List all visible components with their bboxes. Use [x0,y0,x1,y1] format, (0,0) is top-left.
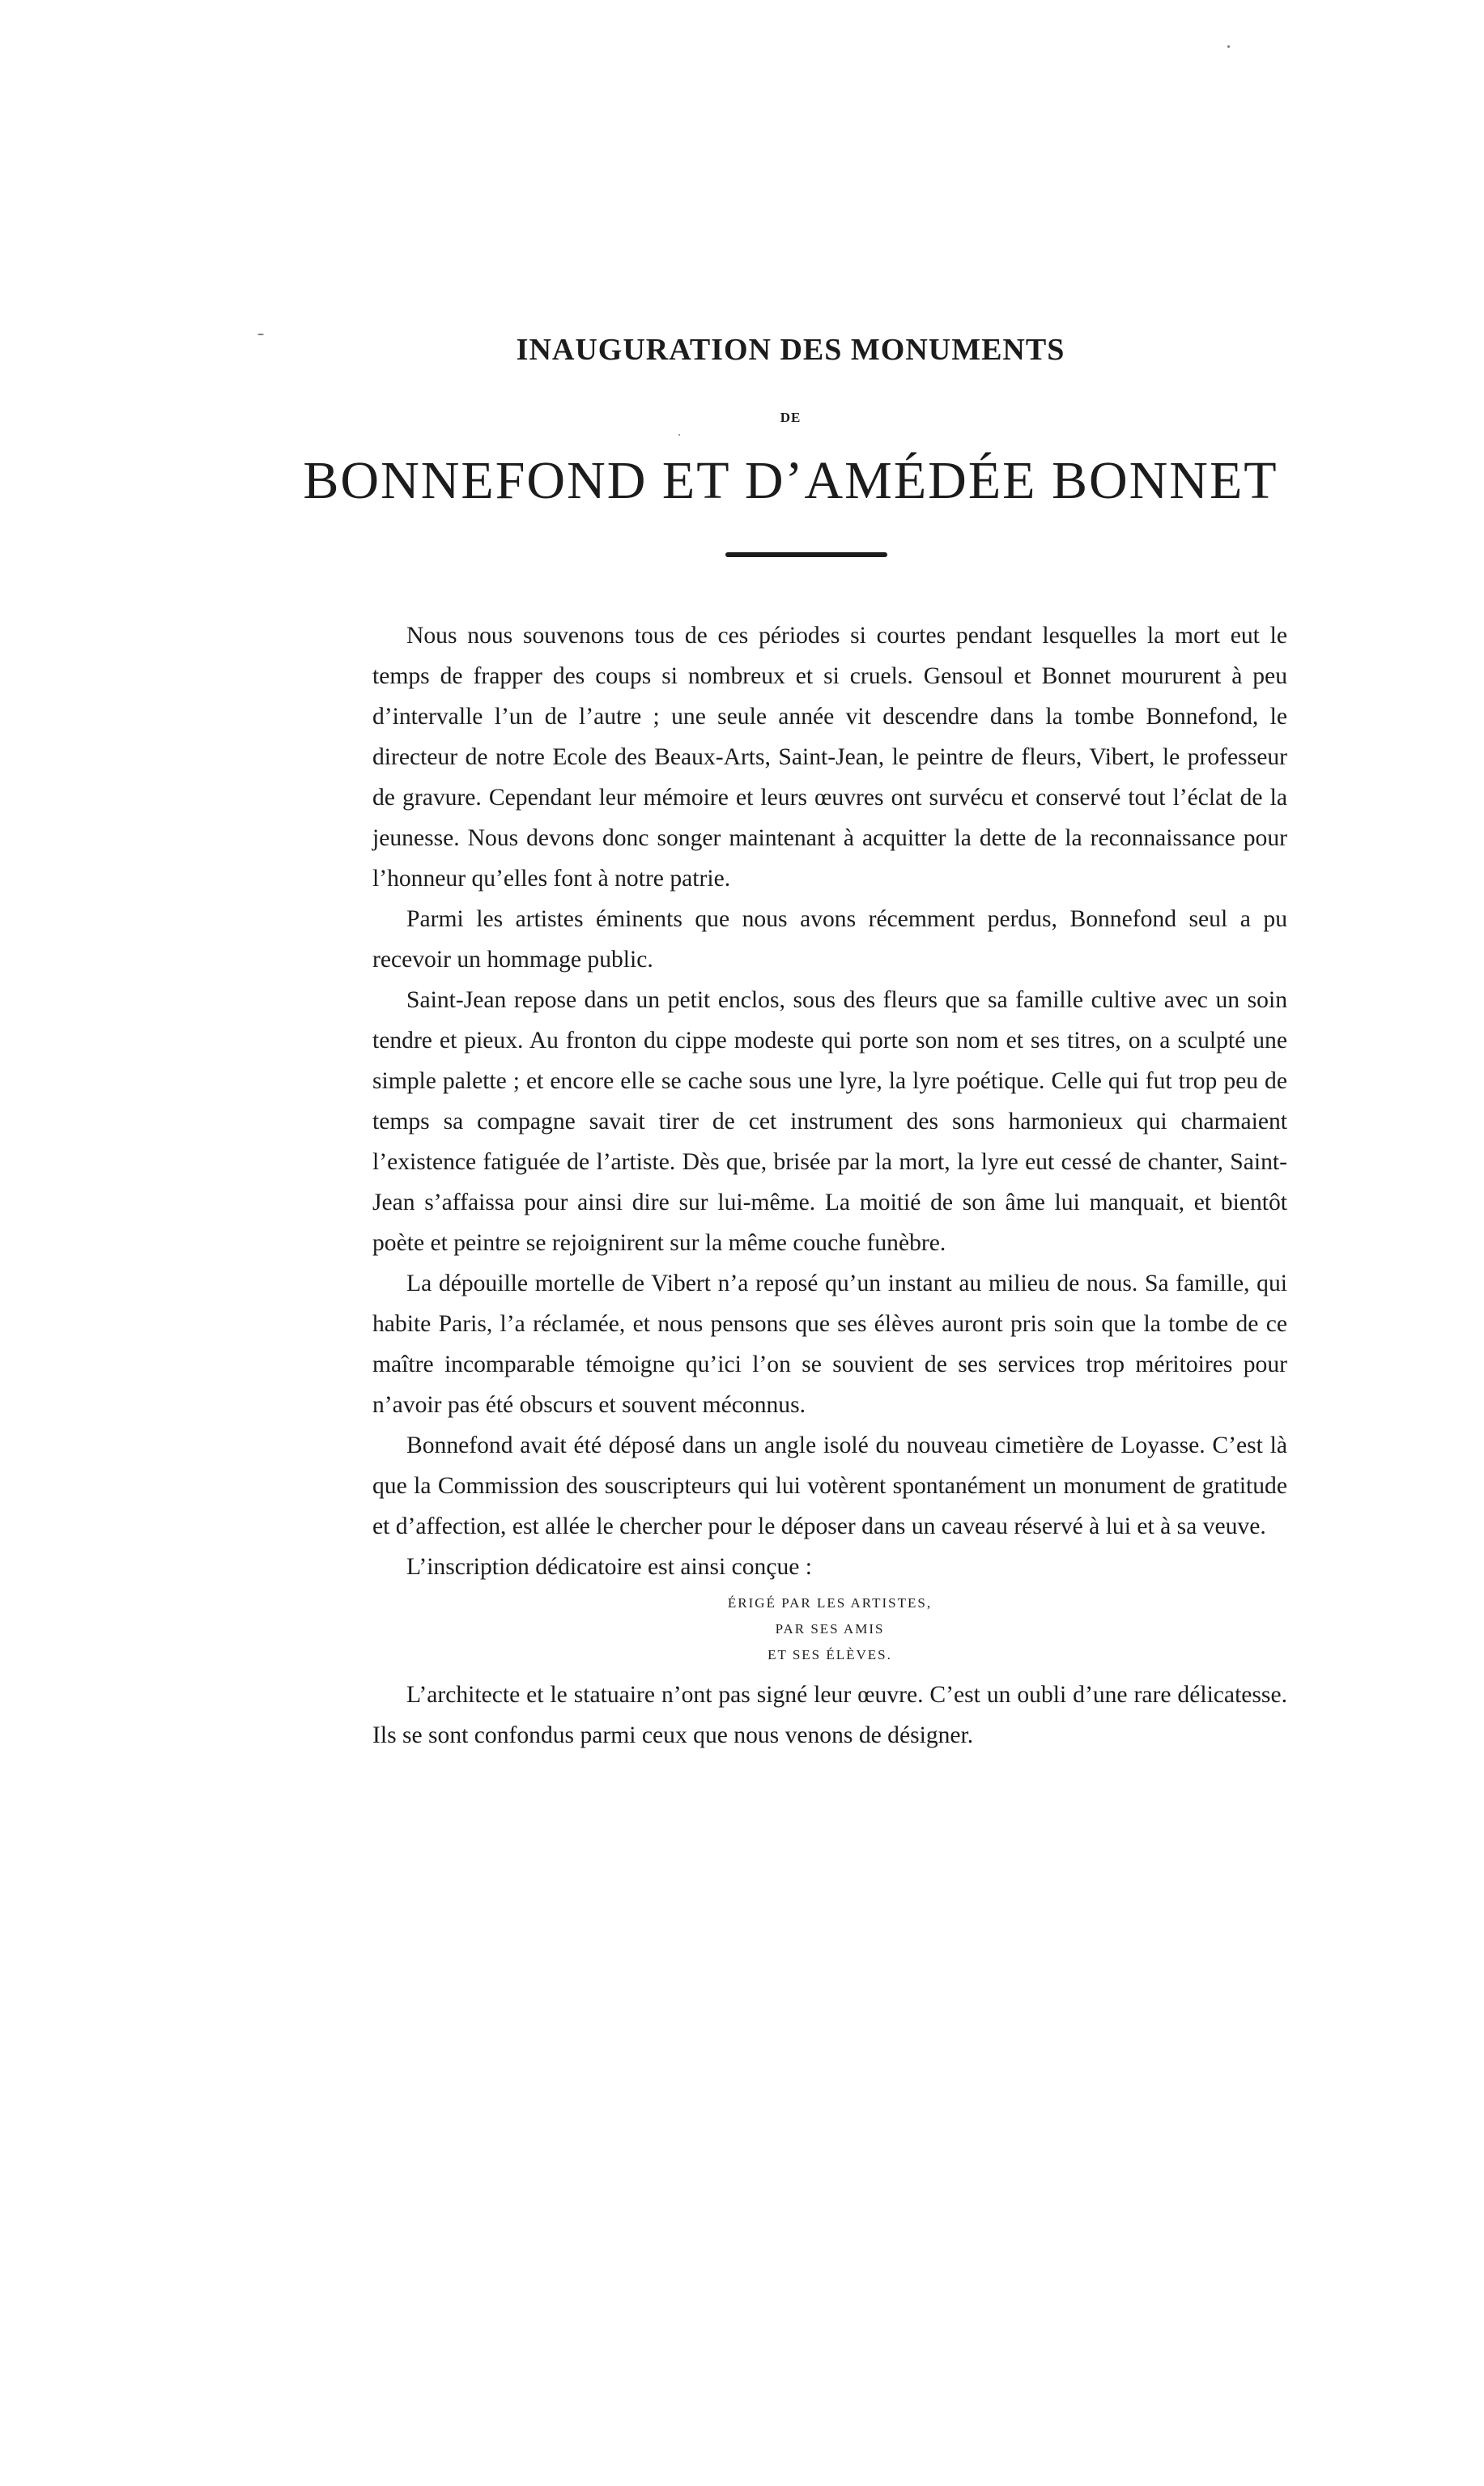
title-line-1: INAUGURATION DES MONUMENTS [516,333,1065,367]
inscription-line: PAR SES AMIS [775,1621,885,1637]
page-title: BONNEFOND ET D’AMÉDÉE BONNET [303,451,1278,510]
paragraph: Nous nous souvenons tous de ces périodes si courtes pendant lesquelles la mort eut le temps de frapper des coups si nombreux et si cruels. Gensoul et Bonnet moururent à peu d’intervalle l’un de l’autre ; une seule année vit descendre dans la tombe Bonnefond, le directeur de notre Ecole des Beaux-Arts, Saint-Jean, le peintre de fleurs, Vibert, le professeur de gravure. Cependant leur mémoire et leurs œuvres ont survécu et conservé tout l’éclat de la jeunesse. Nous devons donc songer maintenant à acquitter la dette de la reconnaissance pour l’honneur qu’elles font à notre patrie. [372,623,1287,892]
article-body [372,615,1287,1756]
inscription-block [372,1590,1287,1668]
paragraph: Saint-Jean repose dans un petit enclos, sous des fleurs que sa famille cultive avec un soin tendre et pieux. Au fronton du cippe modeste qui porte son nom et ses titres, on a sculpté une simple palette ; et encore elle se cache sous une lyre, la lyre poétique. Celle qui fut trop peu de temps sa compagne savait tirer de cet instrument des sons harmonieux qui charmaient l’existence fatiguée de l’artiste. Dès que, brisée par la mort, la lyre eut cessé de chanter, Saint-Jean s’affaissa pour ainsi dire sur lui-même. La moitié de son âme lui manquait, et bientôt poète et peintre se rejoignirent sur la même couche funèbre. [372,987,1287,1256]
inscription-line: ÉRIGÉ PAR LES ARTISTES, [727,1595,933,1611]
paper-speck [678,434,680,436]
closing-paragraph: L’architecte et le statuaire n’ont pas signé leur œuvre. C’est un oubli d’une rare délicatesse. Ils se sont confondus parmi ceux que nous venons de désigner. [372,1682,1287,1748]
paragraph: La dépouille mortelle de Vibert n’a reposé qu’un instant au milieu de nous. Sa famille, qui habite Paris, l’a réclamée, et nous pensons que ses élèves auront pris soin que la tombe de ce maître incomparable témoigne qu’ici l’on se souvient de ses services trop méritoires pour n’avoir pas été obscurs et souvent méconnus. [372,1271,1287,1418]
paragraph: L’inscription dédicatoire est ainsi conçue : [406,1554,813,1580]
inscription-line: ET SES ÉLÈVES. [768,1647,892,1662]
title-line-2: DE [780,410,802,425]
paragraph: Parmi les artistes éminents que nous avons récemment perdus, Bonnefond seul a pu recevoir un hommage public. [372,906,1287,973]
paragraph: Bonnefond avait été déposé dans un angle isolé du nouveau cimetière de Loyasse. C’est là que la Commission des souscripteurs qui lui votèrent spontanément un monument de gratitude et d’affection, est allée le chercher pour le déposer dans un caveau réservé à lui et à sa veuve. [372,1432,1287,1539]
title-rule [725,552,887,557]
paper-speck [1227,45,1230,48]
